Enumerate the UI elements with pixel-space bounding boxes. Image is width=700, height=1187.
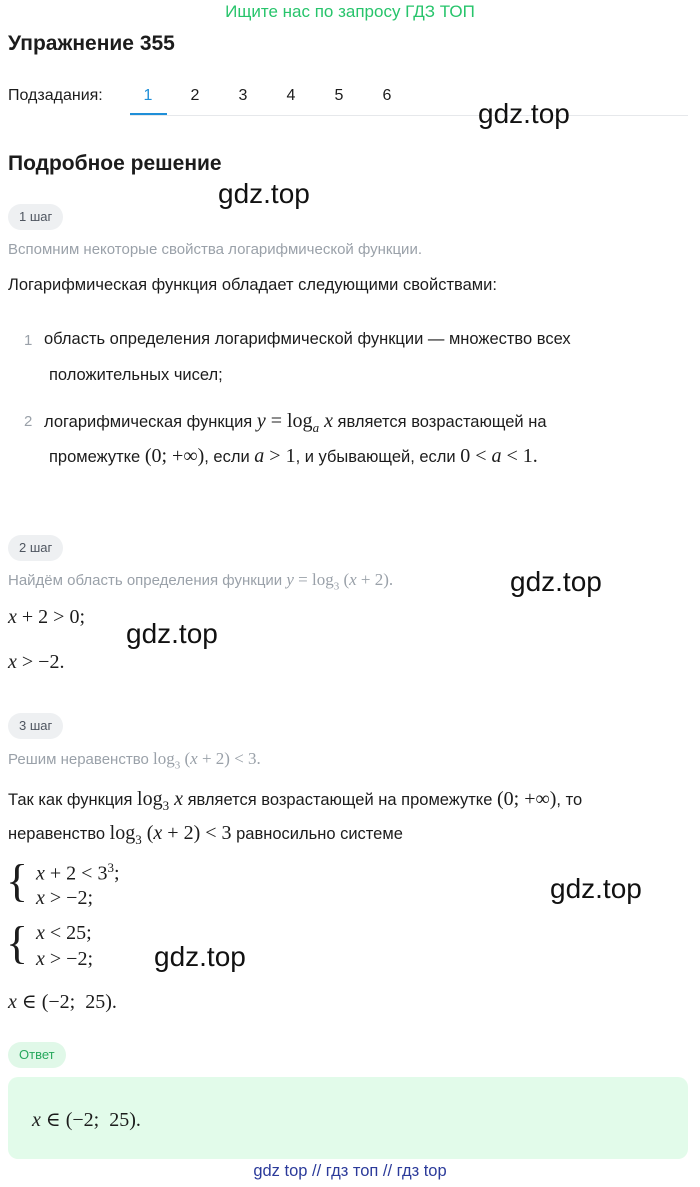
watermark: gdz.top <box>218 178 310 209</box>
tab-2[interactable]: 2 <box>190 87 200 104</box>
list-item-text: область определения логарифмической функции — множество всех <box>44 330 571 348</box>
step-1-intro: Логарифмическая функция обладает следующими свойствами: <box>8 276 497 294</box>
list-item-text: логарифмическая функция $y = \log_a x$ является возрастающей на <box>44 410 547 435</box>
step-2-hint: Найдём область определения функции $y = \log_3 (x + 2)$. <box>8 570 394 593</box>
step-1-hint: Вспомним некоторые свойства логарифмической функции. <box>8 241 422 258</box>
formula-line: x < 25; <box>36 922 92 944</box>
section-title: Подробное решение <box>8 152 222 175</box>
step-3-hint: Решим неравенство $\log_3 (x + 2) < 3$. <box>8 749 261 772</box>
tab-4[interactable]: 4 <box>286 87 296 104</box>
list-item-number: 1 <box>24 332 33 349</box>
answer-badge: Ответ <box>8 1042 66 1068</box>
formula: $\log_3 (x + 2) < 3$. <box>153 749 261 772</box>
formula-line: $x + 2 < 3^3$; <box>36 860 120 885</box>
step-2-badge: 2 шаг <box>8 535 63 561</box>
system-brace: { <box>6 855 29 906</box>
exercise-title: Упражнение 355 <box>8 32 175 55</box>
formula-line: x ∈ (−2; 25). <box>8 991 117 1013</box>
tab-1[interactable]: 1 <box>143 87 153 104</box>
formula: a > 1 <box>254 445 296 467</box>
formula: (0; +∞) <box>144 445 205 467</box>
tabs-divider <box>130 115 688 116</box>
system-brace: { <box>6 917 29 968</box>
formula-line: x > −2. <box>8 651 65 673</box>
formula-line: x + 2 > 0; <box>8 606 86 628</box>
step-3-text: Так как функция $\log_3 x$ является возрастающей на промежутке (0; +∞), то <box>8 788 583 813</box>
formula: (0; +∞) <box>496 788 557 810</box>
watermark: gdz.top <box>510 566 602 597</box>
step-3-text: неравенство $\log_3 (x + 2) < 3$ равносильно системе <box>8 822 403 847</box>
tab-5[interactable]: 5 <box>334 87 344 104</box>
list-item-number: 2 <box>24 413 33 430</box>
formula-line: x > −2; <box>36 887 94 909</box>
formula: $y = \log_a x$ <box>256 410 333 435</box>
step-1-badge: 1 шаг <box>8 204 63 230</box>
formula: $\log_3 (x + 2) < 3$ <box>109 822 232 847</box>
subtasks-label: Подзадания: <box>8 87 103 104</box>
answer-formula: x ∈ (−2; 25). <box>32 1109 141 1131</box>
tab-6[interactable]: 6 <box>382 87 392 104</box>
list-item-text: промежутке (0; +∞), если a > 1, и убывающей, если 0 < a < 1. <box>49 445 538 467</box>
formula: $y = \log_3 (x + 2)$. <box>286 570 394 593</box>
top-banner: Ищите нас по запросу ГДЗ ТОП <box>225 2 475 21</box>
watermark: gdz.top <box>126 618 218 649</box>
footer-links: gdz top // гдз топ // гдз top <box>253 1162 447 1180</box>
step-3-badge: 3 шаг <box>8 713 63 739</box>
tab-3[interactable]: 3 <box>238 87 248 104</box>
list-item-text: положительных чисел; <box>49 366 223 384</box>
watermark: gdz.top <box>154 941 246 972</box>
formula: 0 < a < 1. <box>460 445 538 467</box>
formula-line: x > −2; <box>36 948 94 970</box>
formula: $\log_3 x$ <box>137 788 183 813</box>
watermark: gdz.top <box>550 873 642 904</box>
watermark: gdz.top <box>478 98 570 129</box>
